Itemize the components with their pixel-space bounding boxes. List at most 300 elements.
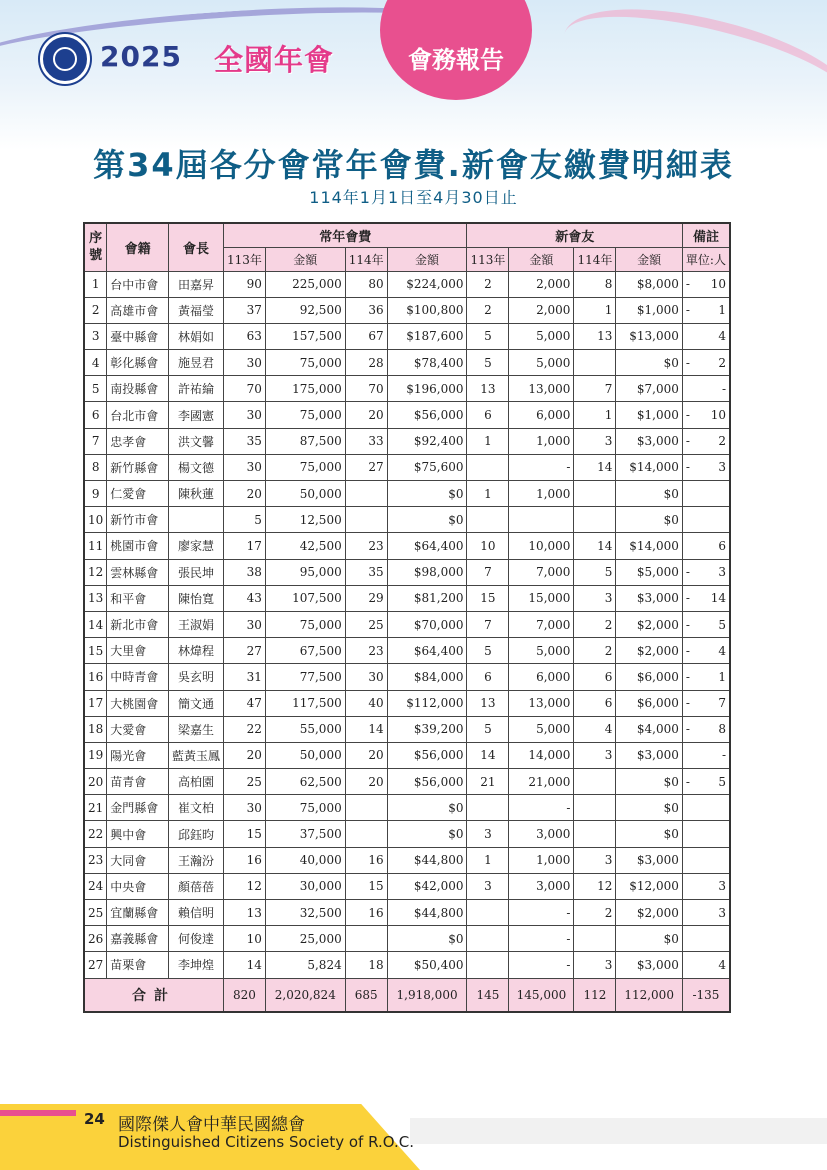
row-number: 12 [84, 559, 107, 585]
note-value: 10 [710, 408, 726, 423]
annual-114-amount: $0 [387, 507, 467, 533]
row-number: 17 [84, 690, 107, 716]
annual-113-amount: 50,000 [265, 742, 345, 768]
annual-113-count: 31 [223, 664, 265, 690]
conference-name: 全國年會 [214, 43, 335, 77]
president-name: 王瀚汾 [168, 847, 223, 873]
new-114-count: 2 [574, 900, 616, 926]
header-unit: 單位:人 [682, 247, 730, 271]
annual-114-amount: $42,000 [387, 873, 467, 899]
annual-113-amount: 55,000 [265, 716, 345, 742]
row-number: 3 [84, 323, 107, 349]
new-114-count: 6 [574, 664, 616, 690]
new-113-count: 2 [467, 297, 509, 323]
annual-113-amount: 77,500 [265, 664, 345, 690]
new-113-amount: 2,000 [509, 297, 574, 323]
new-114-count: 2 [574, 638, 616, 664]
president-name: 何俊達 [168, 926, 223, 952]
annual-113-amount: 50,000 [265, 481, 345, 507]
annual-113-amount: 75,000 [265, 454, 345, 480]
note-dash: - [685, 565, 690, 580]
president-name: 施昱君 [168, 350, 223, 376]
new-113-count: 5 [467, 716, 509, 742]
table-row [84, 638, 730, 664]
annual-114-count [345, 821, 387, 847]
annual-114-count: 33 [345, 428, 387, 454]
new-114-amount: $14,000 [616, 533, 683, 559]
new-113-amount: - [509, 926, 574, 952]
table-row [84, 454, 730, 480]
row-number: 15 [84, 638, 107, 664]
header-new-member: 新會友 [467, 223, 682, 247]
total-row [84, 978, 730, 1012]
new-114-amount: $0 [616, 769, 683, 795]
new-113-amount: 5,000 [509, 350, 574, 376]
new-114-amount: $2,000 [616, 638, 683, 664]
new-114-count: 2 [574, 611, 616, 637]
row-number: 4 [84, 350, 107, 376]
annual-114-count [345, 481, 387, 507]
note-value: 2 [718, 355, 726, 370]
new-113-count: 7 [467, 559, 509, 585]
annual-114-amount: $70,000 [387, 611, 467, 637]
annual-113-amount: 175,000 [265, 376, 345, 402]
annual-114-amount: $224,000 [387, 271, 467, 297]
chapter-name: 苗青會 [107, 769, 169, 795]
president-name: 邱鈺昀 [168, 821, 223, 847]
note-value: 3 [718, 565, 726, 580]
new-114-count [574, 795, 616, 821]
row-number: 2 [84, 297, 107, 323]
annual-113-amount: 225,000 [265, 271, 345, 297]
new-114-count: 3 [574, 952, 616, 978]
org-name-en: Distinguished Citizens Society of R.O.C. [118, 1133, 414, 1151]
row-number: 7 [84, 428, 107, 454]
annual-113-count: 22 [223, 716, 265, 742]
president-name: 陳怡寬 [168, 585, 223, 611]
new-113-amount: 7,000 [509, 611, 574, 637]
annual-113-count: 10 [223, 926, 265, 952]
new-114-amount: $2,000 [616, 611, 683, 637]
new-114-count: 5 [574, 559, 616, 585]
chapter-name: 和平會 [107, 585, 169, 611]
annual-114-amount: $50,400 [387, 952, 467, 978]
annual-113-count: 5 [223, 507, 265, 533]
new-113-count: 1 [467, 847, 509, 873]
chapter-name: 興中會 [107, 821, 169, 847]
note-cell [682, 952, 730, 978]
note-cell [682, 585, 730, 611]
annual-113-amount: 37,500 [265, 821, 345, 847]
new-113-amount: 3,000 [509, 821, 574, 847]
note-cell [682, 795, 730, 821]
table-row [84, 926, 730, 952]
row-number: 10 [84, 507, 107, 533]
page-number: 24 [84, 1110, 105, 1128]
table-row [84, 716, 730, 742]
row-number: 6 [84, 402, 107, 428]
new-113-amount: 13,000 [509, 690, 574, 716]
annual-114-count [345, 507, 387, 533]
note-value: 4 [718, 643, 726, 658]
president-name: 顏蓓蓓 [168, 873, 223, 899]
new-113-count [467, 926, 509, 952]
new-114-count [574, 821, 616, 847]
note-dash: - [685, 669, 690, 684]
annual-113-count: 35 [223, 428, 265, 454]
section-label: 會務報告 [408, 46, 504, 74]
row-number: 26 [84, 926, 107, 952]
annual-113-amount: 5,824 [265, 952, 345, 978]
note-cell [682, 716, 730, 742]
chapter-name: 仁愛會 [107, 481, 169, 507]
new-113-count: 14 [467, 742, 509, 768]
note-dash: - [685, 591, 690, 606]
table-row [84, 690, 730, 716]
annual-114-count: 14 [345, 716, 387, 742]
header-annual-113: 113年 [223, 247, 265, 271]
table-row [84, 376, 730, 402]
note-value: 8 [718, 722, 726, 737]
annual-114-count: 23 [345, 533, 387, 559]
new-114-count: 14 [574, 454, 616, 480]
new-114-count: 3 [574, 742, 616, 768]
new-114-amount: $3,000 [616, 847, 683, 873]
new-113-count [467, 900, 509, 926]
table-row [84, 664, 730, 690]
table-row [84, 297, 730, 323]
new-113-count: 10 [467, 533, 509, 559]
annual-114-amount: $100,800 [387, 297, 467, 323]
annual-113-amount: 12,500 [265, 507, 345, 533]
annual-113-count: 15 [223, 821, 265, 847]
annual-113-count: 90 [223, 271, 265, 297]
table-row [84, 821, 730, 847]
note-cell [682, 873, 730, 899]
new-113-amount: 1,000 [509, 481, 574, 507]
note-value: 5 [718, 617, 726, 632]
note-dash: - [685, 774, 690, 789]
chapter-name: 雲林縣會 [107, 559, 169, 585]
annual-113-count: 20 [223, 481, 265, 507]
chapter-name: 大里會 [107, 638, 169, 664]
annual-114-count: 30 [345, 664, 387, 690]
new-114-count [574, 350, 616, 376]
row-number: 24 [84, 873, 107, 899]
new-113-amount: 15,000 [509, 585, 574, 611]
table-row [84, 507, 730, 533]
note-dash: - [685, 696, 690, 711]
new-114-count: 8 [574, 271, 616, 297]
new-114-count: 4 [574, 716, 616, 742]
table-row [84, 481, 730, 507]
note-cell [682, 481, 730, 507]
annual-114-count: 20 [345, 769, 387, 795]
chapter-name: 高雄市會 [107, 297, 169, 323]
annual-114-count: 70 [345, 376, 387, 402]
new-114-amount: $0 [616, 926, 683, 952]
header-new-113: 113年 [467, 247, 509, 271]
annual-113-amount: 92,500 [265, 297, 345, 323]
header-annual-fee: 常年會費 [223, 223, 467, 247]
footer-band [410, 1118, 827, 1144]
new-113-count: 5 [467, 638, 509, 664]
table-row [84, 585, 730, 611]
president-name: 崔文柏 [168, 795, 223, 821]
note-value: 14 [710, 591, 726, 606]
annual-113-count: 25 [223, 769, 265, 795]
new-113-amount: 5,000 [509, 638, 574, 664]
note-dash: - [685, 643, 690, 658]
note-value: 7 [718, 696, 726, 711]
note-dash: - [685, 434, 690, 449]
new-113-amount: 10,000 [509, 533, 574, 559]
table-row [84, 952, 730, 978]
row-number: 23 [84, 847, 107, 873]
note-dash: - [685, 303, 690, 318]
note-cell [682, 533, 730, 559]
row-number: 11 [84, 533, 107, 559]
annual-114-amount: $187,600 [387, 323, 467, 349]
annual-114-amount: $44,800 [387, 900, 467, 926]
new-114-amount: $0 [616, 795, 683, 821]
new-114-count: 6 [574, 690, 616, 716]
new-113-amount: - [509, 454, 574, 480]
header-new-114-amount: 金額 [616, 247, 683, 271]
new-114-count: 3 [574, 585, 616, 611]
president-name: 王淑娟 [168, 611, 223, 637]
new-114-count [574, 481, 616, 507]
new-114-amount: $6,000 [616, 690, 683, 716]
chapter-name: 新竹縣會 [107, 454, 169, 480]
annual-113-amount: 87,500 [265, 428, 345, 454]
president-name: 田嘉昇 [168, 271, 223, 297]
annual-113-amount: 62,500 [265, 769, 345, 795]
chapter-name: 彰化縣會 [107, 350, 169, 376]
table-row [84, 795, 730, 821]
annual-113-amount: 95,000 [265, 559, 345, 585]
new-113-amount [509, 507, 574, 533]
annual-114-count: 27 [345, 454, 387, 480]
row-number: 13 [84, 585, 107, 611]
annual-113-count: 30 [223, 611, 265, 637]
annual-114-amount: $0 [387, 481, 467, 507]
annual-113-count: 14 [223, 952, 265, 978]
new-114-amount: $14,000 [616, 454, 683, 480]
note-dash: - [685, 617, 690, 632]
new-113-count: 21 [467, 769, 509, 795]
new-113-count: 3 [467, 821, 509, 847]
footer-pink-line [0, 1110, 76, 1116]
note-value: 1 [718, 303, 726, 318]
annual-114-count: 23 [345, 638, 387, 664]
note-value: 6 [718, 538, 726, 553]
row-number: 27 [84, 952, 107, 978]
annual-114-count: 80 [345, 271, 387, 297]
chapter-name: 嘉義縣會 [107, 926, 169, 952]
new-113-amount: - [509, 952, 574, 978]
note-cell [682, 847, 730, 873]
note-value: 3 [718, 905, 726, 920]
annual-114-amount: $39,200 [387, 716, 467, 742]
page-title: 第34屆各分會常年會費.新會友繳費明細表 [93, 146, 734, 184]
table-row [84, 350, 730, 376]
annual-114-amount: $56,000 [387, 402, 467, 428]
note-cell [682, 271, 730, 297]
row-number: 1 [84, 271, 107, 297]
new-113-count: 6 [467, 402, 509, 428]
annual-114-amount: $0 [387, 926, 467, 952]
new-113-count: 2 [467, 271, 509, 297]
table-row [84, 742, 730, 768]
annual-113-amount: 157,500 [265, 323, 345, 349]
new-113-amount: 13,000 [509, 376, 574, 402]
president-name: 黃福瑩 [168, 297, 223, 323]
new-113-amount: 1,000 [509, 847, 574, 873]
annual-114-count: 16 [345, 847, 387, 873]
society-emblem-icon [40, 34, 90, 84]
table-row [84, 533, 730, 559]
annual-114-amount: $98,000 [387, 559, 467, 585]
table-row [84, 873, 730, 899]
annual-114-count [345, 926, 387, 952]
header-annual-114-amount: 金額 [387, 247, 467, 271]
note-dash: - [685, 277, 690, 292]
note-cell [682, 402, 730, 428]
chapter-name: 新北市會 [107, 611, 169, 637]
new-114-amount: $0 [616, 350, 683, 376]
conference-year: 2025 [100, 40, 182, 73]
row-number: 16 [84, 664, 107, 690]
chapter-name: 台北市會 [107, 402, 169, 428]
annual-114-count: 67 [345, 323, 387, 349]
new-114-amount: $7,000 [616, 376, 683, 402]
new-114-count [574, 507, 616, 533]
chapter-name: 大同會 [107, 847, 169, 873]
annual-114-amount: $0 [387, 795, 467, 821]
note-dash: - [685, 355, 690, 370]
table-row [84, 769, 730, 795]
page-subtitle: 114年1月1日至4月30日止 [309, 188, 518, 207]
chapter-name: 大桃園會 [107, 690, 169, 716]
new-113-count: 13 [467, 376, 509, 402]
new-113-amount: - [509, 900, 574, 926]
annual-113-count: 12 [223, 873, 265, 899]
new-114-count: 12 [574, 873, 616, 899]
new-114-count: 3 [574, 847, 616, 873]
header-annual-114: 114年 [345, 247, 387, 271]
new-114-amount: $3,000 [616, 742, 683, 768]
annual-113-count: 70 [223, 376, 265, 402]
table-row [84, 847, 730, 873]
header-annual-113-amount: 金額 [265, 247, 345, 271]
new-114-count: 3 [574, 428, 616, 454]
chapter-name: 宜蘭縣會 [107, 900, 169, 926]
new-113-amount: 1,000 [509, 428, 574, 454]
note-cell [682, 926, 730, 952]
new-114-count: 1 [574, 402, 616, 428]
president-name: 李國憲 [168, 402, 223, 428]
annual-113-amount: 42,500 [265, 533, 345, 559]
table-row [84, 611, 730, 637]
annual-114-amount: $92,400 [387, 428, 467, 454]
chapter-name: 陽光會 [107, 742, 169, 768]
new-113-count: 5 [467, 350, 509, 376]
note-cell [682, 297, 730, 323]
annual-114-count: 36 [345, 297, 387, 323]
note-value: - [721, 381, 726, 396]
new-113-amount: 2,000 [509, 271, 574, 297]
annual-113-count: 27 [223, 638, 265, 664]
annual-113-amount: 75,000 [265, 795, 345, 821]
annual-113-count: 38 [223, 559, 265, 585]
new-114-count [574, 769, 616, 795]
note-value: 3 [718, 460, 726, 475]
new-113-amount: 3,000 [509, 873, 574, 899]
chapter-name: 金門縣會 [107, 795, 169, 821]
annual-113-count: 47 [223, 690, 265, 716]
header-seq: 序號 [84, 223, 107, 271]
note-value: 5 [718, 774, 726, 789]
annual-114-amount: $112,000 [387, 690, 467, 716]
new-113-amount: 5,000 [509, 716, 574, 742]
president-name: 賴信明 [168, 900, 223, 926]
new-113-count [467, 795, 509, 821]
president-name: 張民坤 [168, 559, 223, 585]
annual-113-count: 37 [223, 297, 265, 323]
table-row [84, 900, 730, 926]
org-name-zh: 國際傑人會中華民國總會 [118, 1115, 305, 1135]
total-note: -135 [682, 978, 730, 1012]
annual-114-count: 28 [345, 350, 387, 376]
table-row [84, 402, 730, 428]
annual-113-count: 20 [223, 742, 265, 768]
row-number: 21 [84, 795, 107, 821]
chapter-name: 大愛會 [107, 716, 169, 742]
total-new-113-amount: 145,000 [509, 978, 574, 1012]
annual-113-count: 13 [223, 900, 265, 926]
fee-table-body [84, 271, 730, 1012]
note-cell [682, 428, 730, 454]
header-new-113-amount: 金額 [509, 247, 574, 271]
note-value: 4 [718, 329, 726, 344]
note-value: 3 [718, 879, 726, 894]
chapter-name: 南投縣會 [107, 376, 169, 402]
note-dash: - [685, 408, 690, 423]
annual-113-amount: 40,000 [265, 847, 345, 873]
table-row [84, 271, 730, 297]
annual-114-count: 15 [345, 873, 387, 899]
total-new-114: 112 [574, 978, 616, 1012]
row-number: 8 [84, 454, 107, 480]
new-113-count: 5 [467, 323, 509, 349]
president-name [168, 507, 223, 533]
president-name: 高柏園 [168, 769, 223, 795]
annual-114-count: 20 [345, 742, 387, 768]
new-114-amount: $0 [616, 481, 683, 507]
president-name: 梁嘉生 [168, 716, 223, 742]
president-name: 李坤煌 [168, 952, 223, 978]
note-cell [682, 376, 730, 402]
note-value: - [721, 748, 726, 763]
row-number: 14 [84, 611, 107, 637]
row-number: 22 [84, 821, 107, 847]
annual-114-count: 16 [345, 900, 387, 926]
note-cell [682, 611, 730, 637]
president-name: 廖家慧 [168, 533, 223, 559]
annual-114-count: 35 [345, 559, 387, 585]
chapter-name: 臺中縣會 [107, 323, 169, 349]
